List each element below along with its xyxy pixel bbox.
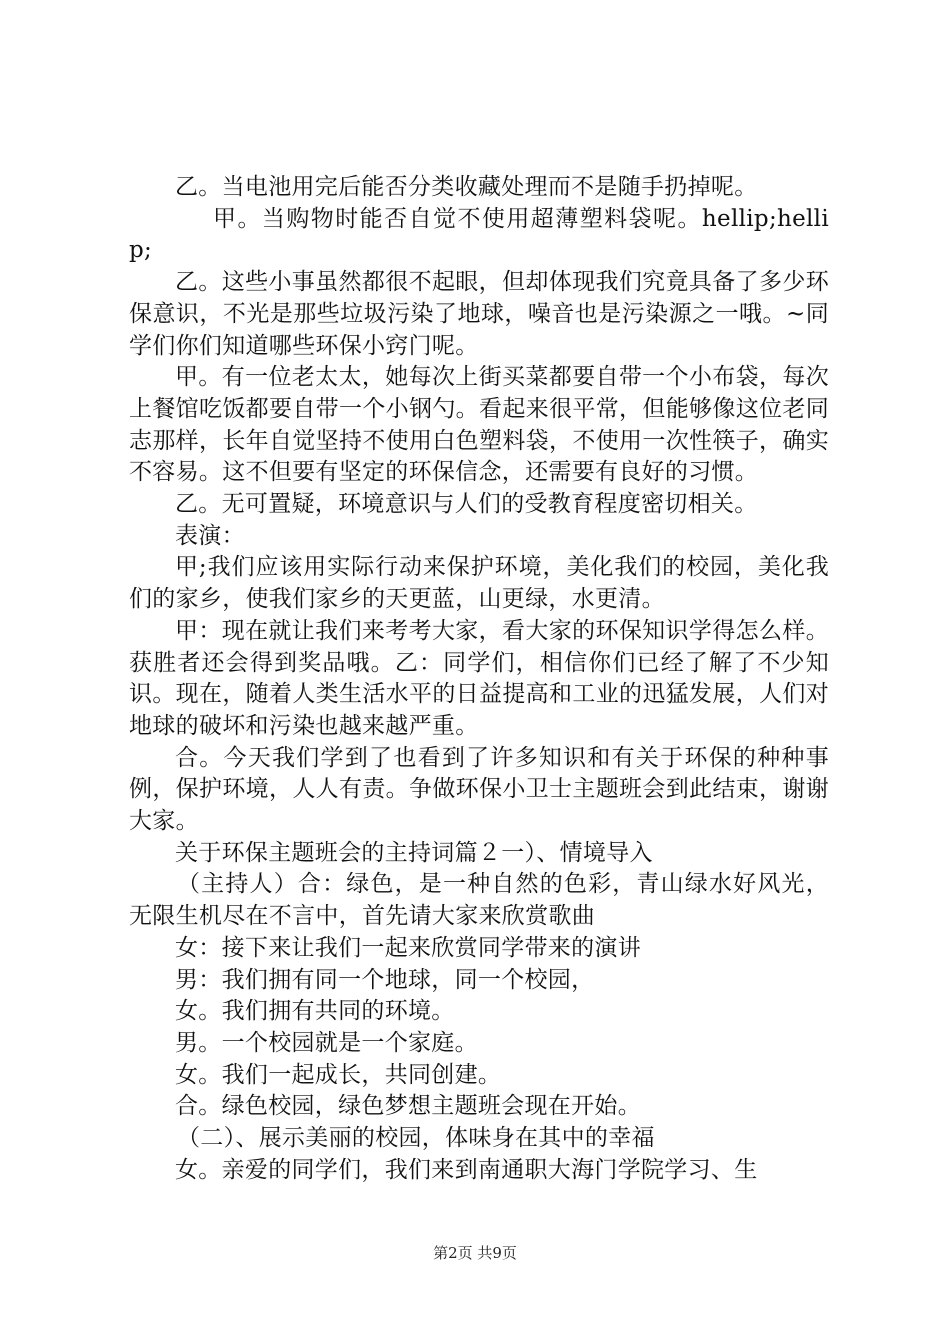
paragraph: 甲：现在就让我们来考考大家，看大家的环保知识学得怎么样。获胜者还会得到奖品哦。乙：同学们，相信你们已经了解了不少知识。现在，随着人类生活水平的日益提高和工业的迅猛发展，人们对地球的破坏和污染也越来越严重。 bbox=[129, 617, 829, 739]
paragraph: 女：接下来让我们一起来欣赏同学带来的演讲 bbox=[175, 934, 641, 961]
paragraph: 乙。无可置疑，环境意识与人们的受教育程度密切相关。 bbox=[175, 491, 758, 518]
paragraph: 甲;我们应该用实际行动来保护环境，美化我们的校园，美化我们的家乡，使我们家乡的天更蓝，山更绿，水更清。 bbox=[129, 554, 829, 613]
document-body bbox=[129, 172, 829, 1187]
section-heading: 关于环保主题班会的主持词篇２一）、情境导入 bbox=[175, 839, 653, 866]
paragraph: 女。亲爱的同学们，我们来到南通职大海门学院学习、生 bbox=[175, 1156, 758, 1183]
paragraph: 表演： bbox=[175, 522, 245, 549]
paragraph: 甲。有一位老太太，她每次上街买菜都要自带一个小布袋，每次上餐馆吃饭都要自带一个小钢勺。看起来很平常，但能够像这位老同志那样，长年自觉坚持不使用白色塑料袋，不使用一次性筷子，确实不容易。这不但要有坚定的环保信念，还需要有良好的习惯。 bbox=[129, 364, 829, 486]
page-number-footer: 第2页 共9页 bbox=[433, 1244, 517, 1262]
paragraph: （主持人）合：绿色，是一种自然的色彩，青山绿水好风光，无限生机尽在不言中，首先请大家来欣赏歌曲 bbox=[129, 871, 829, 930]
paragraph: 女。我们一起成长，共同创建。 bbox=[175, 1061, 502, 1088]
paragraph: 男。一个校园就是一个家庭。 bbox=[175, 1029, 478, 1056]
section-heading: （二）、展示美丽的校园，体味身在其中的幸福 bbox=[177, 1125, 655, 1152]
paragraph: 合。今天我们学到了也看到了许多知识和有关于环保的种种事例，保护环境，人人有责。争做环保小卫士主题班会到此结束，谢谢大家。 bbox=[129, 744, 829, 835]
paragraph: 女。我们拥有共同的环境。 bbox=[175, 998, 455, 1025]
paragraph: 乙。当电池用完后能否分类收藏处理而不是随手扔掉呢。 bbox=[175, 174, 758, 200]
paragraph: 甲。当购物时能否自觉不使用超薄塑料袋呢。hellip;hellip; bbox=[129, 205, 829, 264]
paragraph: 男：我们拥有同一个地球，同一个校园， bbox=[175, 966, 595, 993]
paragraph: 乙。这些小事虽然都很不起眼，但却体现我们究竟具备了多少环保意识，不光是那些垃圾污染了地球，噪音也是污染源之一哦。~同学们你们知道哪些环保小窍门呢。 bbox=[129, 269, 829, 359]
paragraph: 合。绿色校园，绿色梦想主题班会现在开始。 bbox=[175, 1093, 641, 1120]
